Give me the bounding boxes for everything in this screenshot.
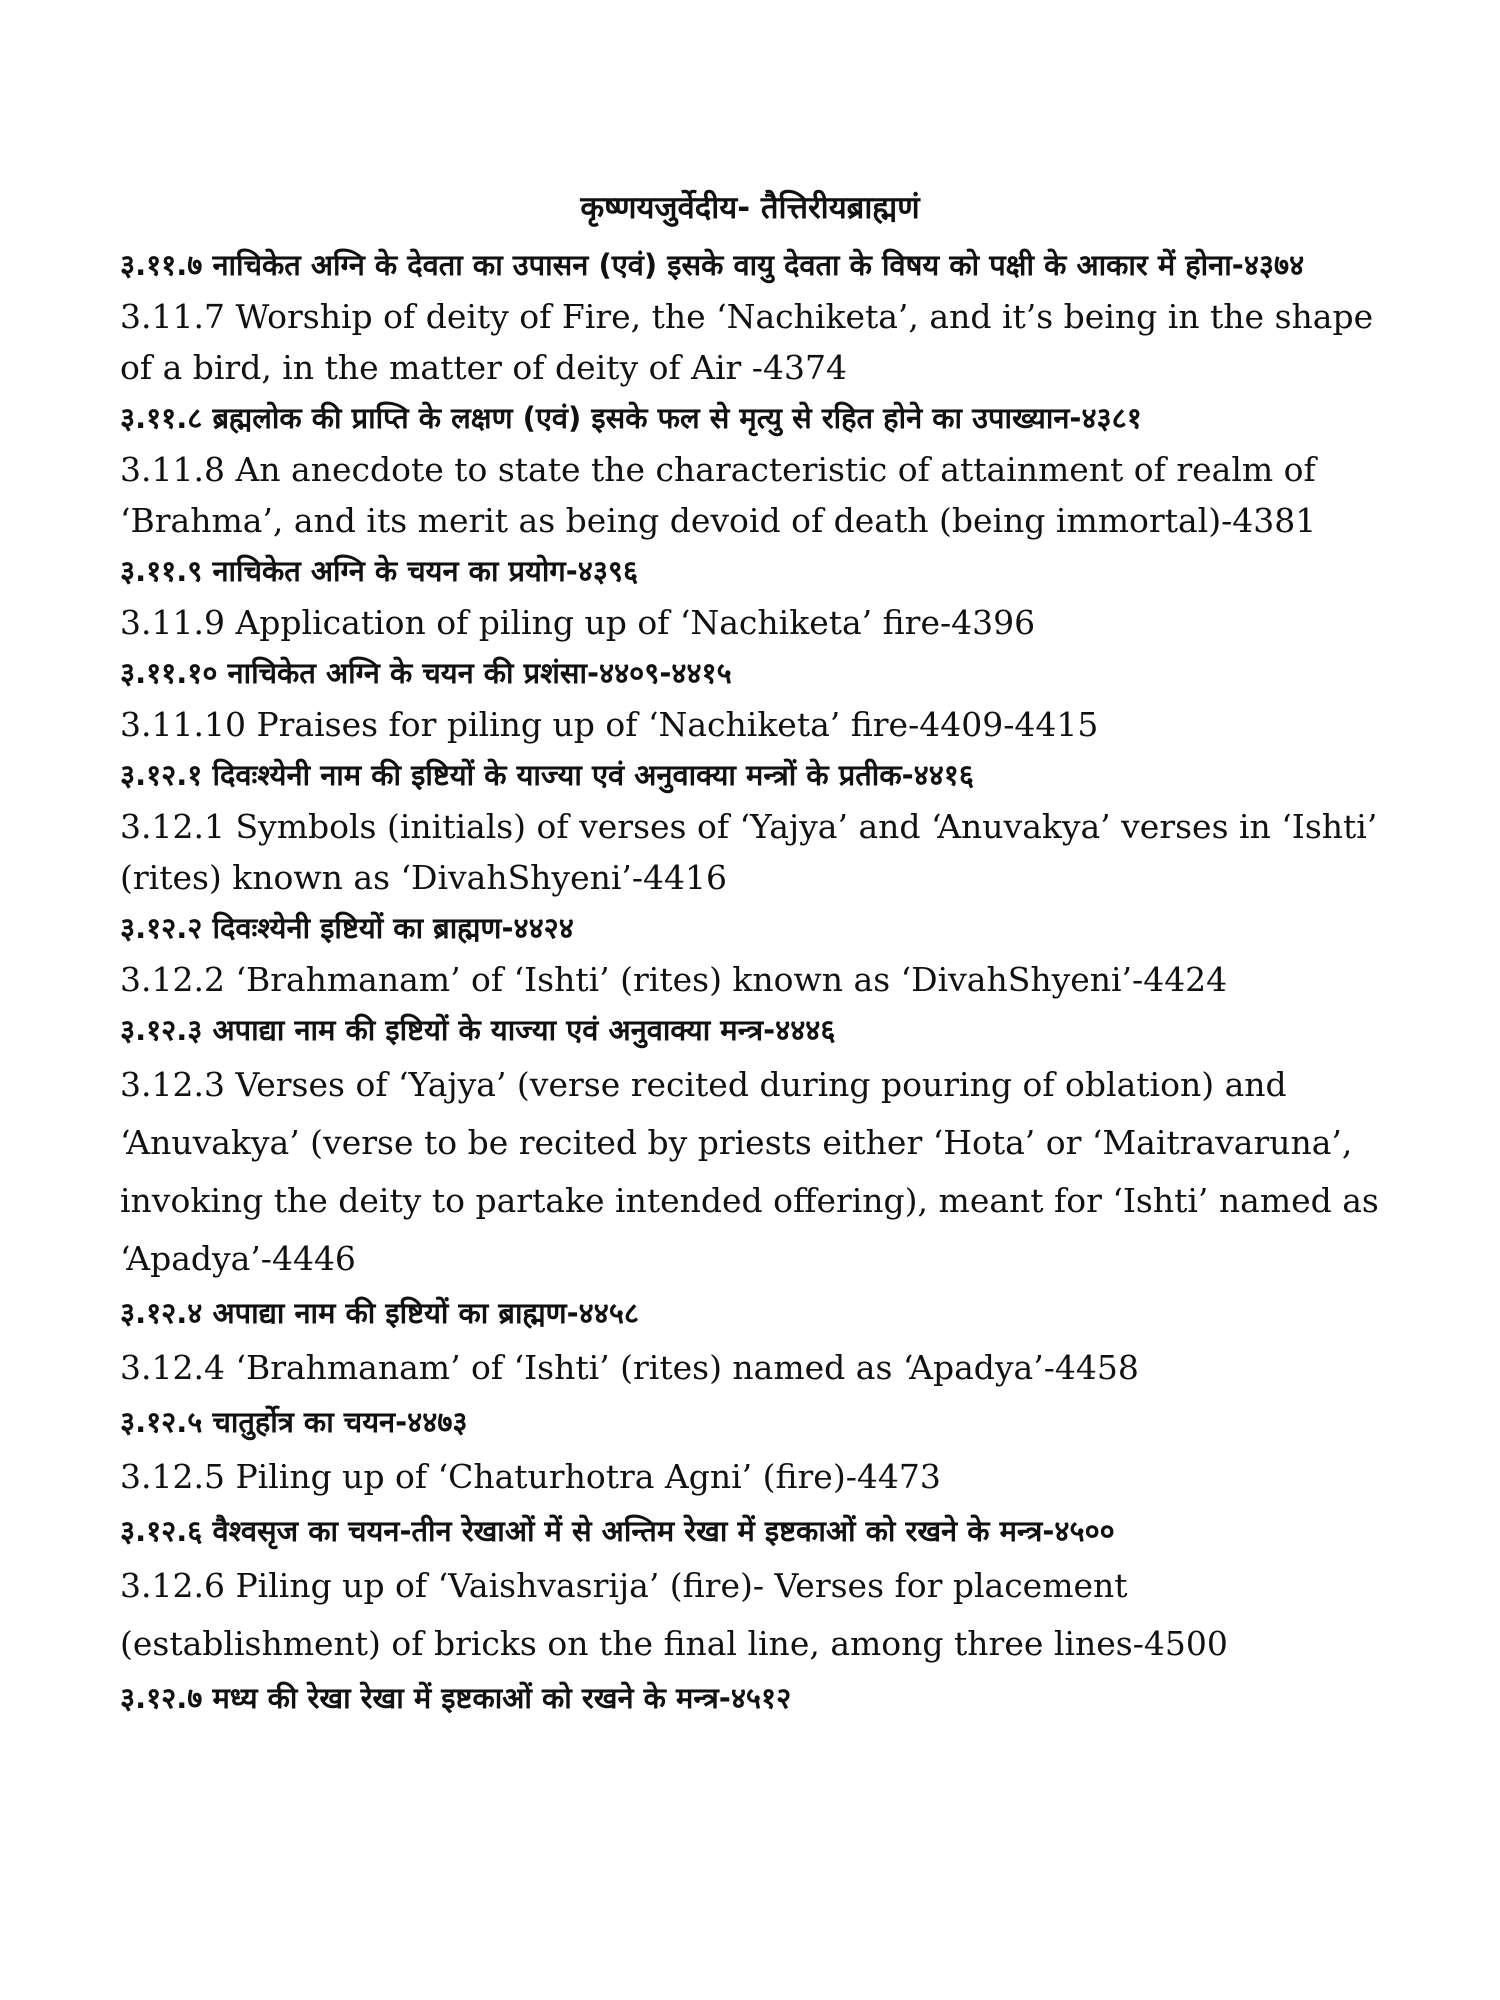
entry-hindi-3-12-5: ३.१२.५ चातुर्होत्र का चयन-४४७३: [120, 1405, 468, 1439]
entry-english-3-11-8: 3.11.8 An anecdote to state the characteristic of attainment of realm of ‘Brahma’, and its merit as being devoid of death (being immortal)-4381: [120, 450, 1317, 540]
document-page: [120, 180, 1380, 1724]
entry-hindi-3-12-7: ३.१२.७ मध्य की रेखा रेखा में इष्टकाओं को रखने के मन्त्र-४५१२: [120, 1681, 792, 1715]
entry-hindi-3-12-6: ३.१२.६ वैश्वसृज का चयन-तीन रेखाओं में से अन्तिम रेखा में इष्टकाओं को रखने के मन्त्र-४५००: [120, 1514, 1115, 1548]
entry-hindi-3-11-10: ३.११.१० नाचिकेत अग्नि के चयन की प्रशंसा-४४०९-४४१५: [120, 656, 732, 690]
entry-hindi-3-11-7: ३.११.७ नाचिकेत अग्नि के देवता का उपासन (एवं) इसके वायु देवता के विषय को पक्षी के आकार में होना-४३७४: [120, 248, 1305, 282]
entry-hindi-3-12-1: ३.१२.१ दिवःश्येनी नाम की इष्टियों के याज्या एवं अनुवाक्या मन्त्रों के प्रतीक-४४१६: [120, 758, 974, 792]
page-title: कृष्णयजुर्वेदीय- तैत्तिरीयब्राह्मणं: [580, 190, 920, 226]
entry-hindi-3-11-8: ३.११.८ ब्रह्मलोक की प्राप्ति के लक्षण (एवं) इसके फल से मृत्यु से रहित होने का उपाख्यान-४३८१: [120, 401, 1142, 435]
entry-english-3-11-7: 3.11.7 Worship of deity of Fire, the ‘Nachiketa’, and it’s being in the shape of a bird, in the matter of deity of Air -4374: [120, 297, 1374, 387]
entry-hindi-3-12-4: ३.१२.४ अपाद्या नाम की इष्टियों का ब्राह्मण-४४५८: [120, 1296, 640, 1330]
entry-english-3-12-6: 3.12.6 Piling up of ‘Vaishvasrija’ (fire)- Verses for placement (establishment) of bricks on the final line, among three lines-4500: [120, 1566, 1228, 1663]
entry-english-3-11-9: 3.11.9 Application of piling up of ‘Nachiketa’ fire-4396: [120, 603, 1036, 642]
entry-english-3-12-1: 3.12.1 Symbols (initials) of verses of ‘Yajya’ and ‘Anuvakya’ verses in ‘Ishti’ (rites) known as ‘DivahShyeni’-4416: [120, 807, 1378, 897]
entry-english-3-12-5: 3.12.5 Piling up of ‘Chaturhotra Agni’ (fire)-4473: [120, 1457, 941, 1496]
entry-hindi-3-12-2: ३.१२.२ दिवःश्येनी इष्टियों का ब्राह्मण-४४२४: [120, 911, 574, 945]
entry-hindi-3-12-3: ३.१२.३ अपाद्या नाम की इष्टियों के याज्या एवं अनुवाक्या मन्त्र-४४४६: [120, 1013, 836, 1047]
entry-english-3-12-2: 3.12.2 ‘Brahmanam’ of ‘Ishti’ (rites) known as ‘DivahShyeni’-4424: [120, 960, 1228, 999]
entry-english-3-11-10: 3.11.10 Praises for piling up of ‘Nachiketa’ fire-4409-4415: [120, 705, 1099, 744]
entry-english-3-12-3: 3.12.3 Verses of ‘Yajya’ (verse recited during pouring of oblation) and ‘Anuvakya’ (verse to be recited by priests either ‘Hota’ or ‘Maitravaruna’, invoking the deity to partake intended offering), meant for ‘Ishti’ named as ‘Apadya’-4446: [120, 1065, 1379, 1278]
entry-english-3-12-4: 3.12.4 ‘Brahmanam’ of ‘Ishti’ (rites) named as ‘Apadya’-4458: [120, 1348, 1139, 1387]
entry-hindi-3-11-9: ३.११.९ नाचिकेत अग्नि के चयन का प्रयोग-४३९६: [120, 554, 639, 588]
